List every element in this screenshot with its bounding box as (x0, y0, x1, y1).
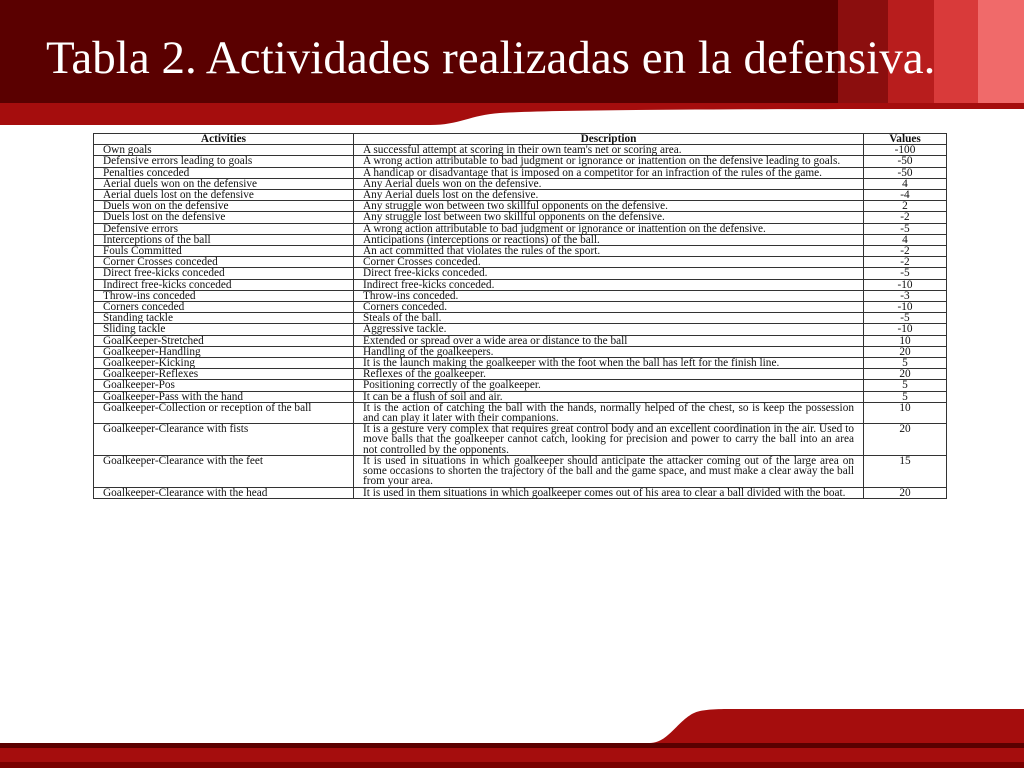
description-cell: A handicap or disadvantage that is imposed on a competitor for an infraction of the rules of the game. (354, 167, 864, 178)
banner-stripe (934, 0, 978, 103)
value-cell: 10 (864, 402, 947, 423)
description-cell: Direct free-kicks conceded. (354, 268, 864, 279)
activity-cell: Defensive errors leading to goals (94, 156, 354, 167)
activity-cell: Throw-ins conceded (94, 290, 354, 301)
description-cell: Any Aerial duels lost on the defensive. (354, 190, 864, 201)
value-cell: -10 (864, 279, 947, 290)
value-cell: -10 (864, 324, 947, 335)
table-row (94, 279, 947, 290)
activity-cell: Fouls Committed (94, 246, 354, 257)
value-cell: 2 (864, 201, 947, 212)
description-cell: A successful attempt at scoring in their own team's net or scoring area. (354, 145, 864, 156)
value-cell: -5 (864, 268, 947, 279)
table-row (94, 201, 947, 212)
table-row (94, 424, 947, 456)
table-row (94, 391, 947, 402)
value-cell: -4 (864, 190, 947, 201)
activity-cell: Goalkeeper-Handling (94, 346, 354, 357)
description-cell: Any struggle won between two skillful opponents on the defensive. (354, 201, 864, 212)
table-row (94, 212, 947, 223)
header-description: Description (354, 134, 864, 145)
table-row (94, 402, 947, 423)
activity-cell: Sliding tackle (94, 324, 354, 335)
activity-cell: Indirect free-kicks conceded (94, 279, 354, 290)
header-activities: Activities (94, 134, 354, 145)
table-row (94, 234, 947, 245)
table-row (94, 369, 947, 380)
value-cell: 4 (864, 234, 947, 245)
defensive-activities-table (93, 133, 947, 499)
activity-cell: Duels lost on the defensive (94, 212, 354, 223)
activity-cell: Interceptions of the ball (94, 234, 354, 245)
value-cell: -2 (864, 212, 947, 223)
value-cell: 20 (864, 424, 947, 456)
activity-cell: Goalkeeper-Reflexes (94, 369, 354, 380)
table-row (94, 257, 947, 268)
value-cell: 5 (864, 380, 947, 391)
description-cell: An act committed that violates the rules of the sport. (354, 246, 864, 257)
value-cell: 4 (864, 178, 947, 189)
header-values: Values (864, 134, 947, 145)
description-cell: Handling of the goalkeepers. (354, 346, 864, 357)
description-cell: Corners conceded. (354, 302, 864, 313)
value-cell: -3 (864, 290, 947, 301)
banner-stripe (978, 0, 1024, 103)
activity-cell: Goalkeeper-Kicking (94, 358, 354, 369)
description-cell: It is the action of catching the ball with the hands, normally helped of the chest, so is keep the possession and can play it later with their companions. (354, 402, 864, 423)
description-cell: Extended or spread over a wide area or distance to the ball (354, 335, 864, 346)
description-cell: A wrong action attributable to bad judgment or ignorance or inattention on the defensive leading to goals. (354, 156, 864, 167)
value-cell: 5 (864, 391, 947, 402)
value-cell: 15 (864, 455, 947, 487)
activity-cell: Penalties conceded (94, 167, 354, 178)
activity-cell: Aerial duels won on the defensive (94, 178, 354, 189)
slide-title: Tabla 2. Actividades realizadas en la defensiva. (46, 32, 936, 84)
table-header-row (94, 134, 947, 145)
table-row (94, 302, 947, 313)
activity-cell: Own goals (94, 145, 354, 156)
description-cell: It is the launch making the goalkeeper with the foot when the ball has left for the finish line. (354, 358, 864, 369)
activity-cell: Goalkeeper-Collection or reception of the ball (94, 402, 354, 423)
table-row (94, 324, 947, 335)
table-row (94, 190, 947, 201)
activity-cell: Goalkeeper-Clearance with the feet (94, 455, 354, 487)
description-cell: Positioning correctly of the goalkeeper. (354, 380, 864, 391)
table-row (94, 335, 947, 346)
table-row (94, 145, 947, 156)
description-cell: Aggressive tackle. (354, 324, 864, 335)
activity-cell: Corner Crosses conceded (94, 257, 354, 268)
table-row (94, 455, 947, 487)
table-row (94, 487, 947, 498)
value-cell: -5 (864, 313, 947, 324)
description-cell: Steals of the ball. (354, 313, 864, 324)
table-row (94, 268, 947, 279)
activity-cell: Defensive errors (94, 223, 354, 234)
activity-cell: GoalKeeper-Stretched (94, 335, 354, 346)
title-banner (0, 0, 1024, 103)
description-cell: It is a gesture very complex that requires great control body and an excellent coordination in the air. Used to move balls that the goalkeeper cannot catch, looking for precision and power to carry the ball into an area not controlled by the opponents. (354, 424, 864, 456)
table-row (94, 156, 947, 167)
description-cell: A wrong action attributable to bad judgment or ignorance or inattention on the defensive. (354, 223, 864, 234)
value-cell: -100 (864, 145, 947, 156)
table-row (94, 380, 947, 391)
top-decorative-swoosh (0, 103, 1024, 133)
description-cell: Reflexes of the goalkeeper. (354, 369, 864, 380)
table-row (94, 167, 947, 178)
activity-cell: Goalkeeper-Pos (94, 380, 354, 391)
value-cell: -5 (864, 223, 947, 234)
value-cell: -10 (864, 302, 947, 313)
value-cell: 20 (864, 346, 947, 357)
table-row (94, 313, 947, 324)
description-cell: Anticipations (interceptions or reactions) of the ball. (354, 234, 864, 245)
table-row (94, 178, 947, 189)
activity-cell: Duels won on the defensive (94, 201, 354, 212)
bottom-decorative-swoosh (0, 705, 1024, 768)
table-row (94, 346, 947, 357)
description-cell: Corner Crosses conceded. (354, 257, 864, 268)
description-cell: It is used in them situations in which goalkeeper comes out of his area to clear a ball divided with the boat. (354, 487, 864, 498)
description-cell: Indirect free-kicks conceded. (354, 279, 864, 290)
value-cell: -2 (864, 257, 947, 268)
activity-cell: Direct free-kicks conceded (94, 268, 354, 279)
activity-cell: Aerial duels lost on the defensive (94, 190, 354, 201)
value-cell: -50 (864, 167, 947, 178)
value-cell: -2 (864, 246, 947, 257)
activity-cell: Corners conceded (94, 302, 354, 313)
value-cell: 5 (864, 358, 947, 369)
activity-cell: Goalkeeper-Pass with the hand (94, 391, 354, 402)
value-cell: 10 (864, 335, 947, 346)
activity-cell: Goalkeeper-Clearance with the head (94, 487, 354, 498)
description-cell: It is used in situations in which goalkeeper should anticipate the attacker coming out of the large area on some occasions to shorten the trajectory of the ball and the game space, and must make a clear away the ball from your area. (354, 455, 864, 487)
activity-cell: Goalkeeper-Clearance with fists (94, 424, 354, 456)
description-cell: It can be a flush of soil and air. (354, 391, 864, 402)
value-cell: -50 (864, 156, 947, 167)
description-cell: Any struggle lost between two skillful opponents on the defensive. (354, 212, 864, 223)
activity-cell: Standing tackle (94, 313, 354, 324)
table-row (94, 290, 947, 301)
value-cell: 20 (864, 487, 947, 498)
description-cell: Throw-ins conceded. (354, 290, 864, 301)
table-row (94, 246, 947, 257)
description-cell: Any Aerial duels won on the defensive. (354, 178, 864, 189)
value-cell: 20 (864, 369, 947, 380)
table-row (94, 358, 947, 369)
table-row (94, 223, 947, 234)
